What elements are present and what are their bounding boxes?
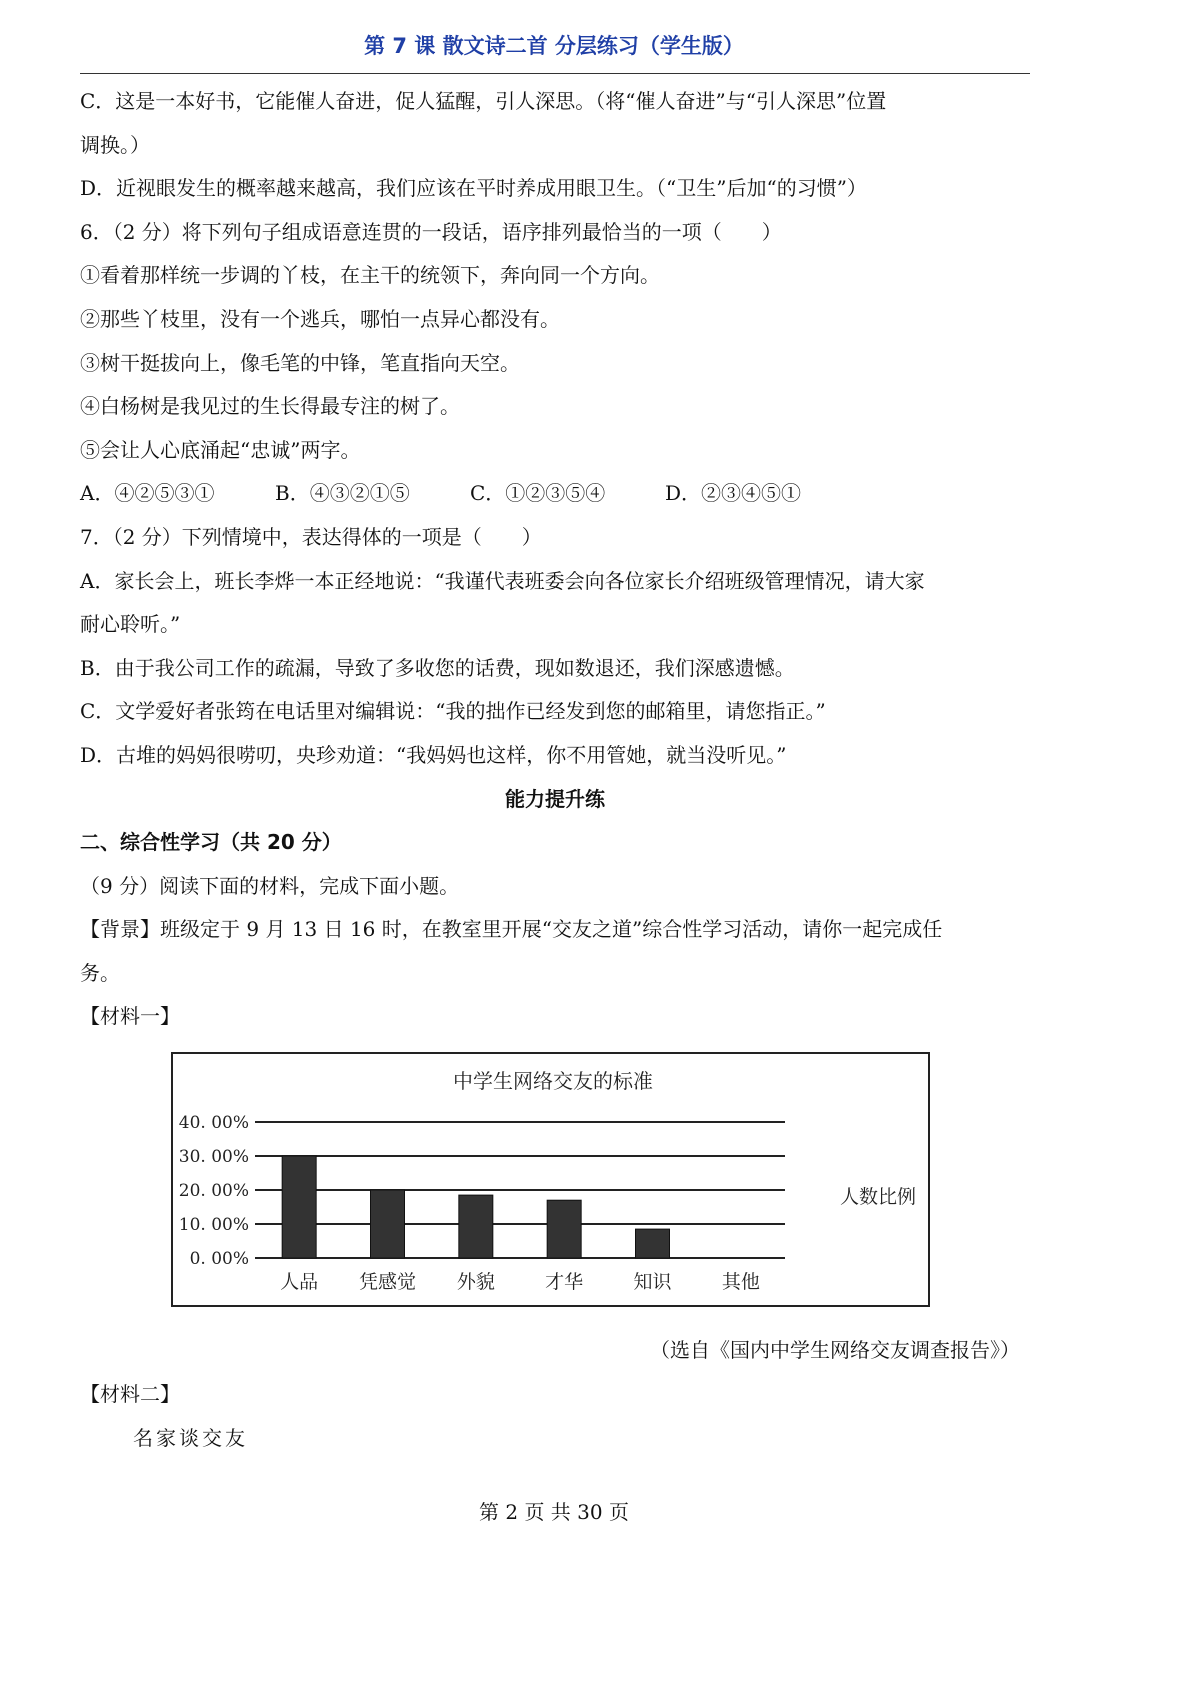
chart-gridlines xyxy=(255,1122,785,1258)
section-2-heading: 二、综合性学习（共 20 分） xyxy=(80,830,342,855)
x-category-label: 其他 xyxy=(721,1271,760,1293)
chart-title: 中学生网络交友的标准 xyxy=(453,1069,653,1093)
q6-sentence-3: ③树干挺拔向上，像毛笔的中锋，笔直指向天空。 xyxy=(80,350,520,375)
q7-option-b: B．由于我公司工作的疏漏，导致了多收您的话费，现如数退还，我们深感遗憾。 xyxy=(80,655,795,680)
chart-legend-label: 人数比例 xyxy=(839,1186,917,1208)
x-category-label: 人品 xyxy=(280,1271,319,1293)
q5-option-d: D．近视眼发生的概率越来越高，我们应该在平时养成用眼卫生。（“卫生”后加“的习惯”） xyxy=(80,176,867,201)
bar-1 xyxy=(282,1156,316,1258)
q6-sentence-4: ④白杨树是我见过的生长得最专注的树了。 xyxy=(80,394,460,419)
q7-option-a-line1: A．家长会上，班长李烨一本正经地说：“我谨代表班委会向各位家长介绍班级管理情况，请大家 xyxy=(80,568,925,593)
q6-sentence-5: ⑤会让人心底涌起“忠诚”两字。 xyxy=(80,437,361,462)
bar-4 xyxy=(547,1200,581,1258)
q6-option-a: A．④②⑤③① xyxy=(80,481,215,506)
q5-option-c-line1: C．这是一本好书，它能催人奋进，促人猛醒，引人深思。（将“催人奋进”与“引人深思”位置 xyxy=(80,89,887,113)
bar-3 xyxy=(459,1195,493,1258)
q7-option-a-line2: 耐心聆听。” xyxy=(80,612,181,637)
x-category-label: 才华 xyxy=(545,1271,584,1293)
famous-talk-heading: 名家谈交友 xyxy=(133,1426,248,1450)
y-tick-label: 30. 00% xyxy=(178,1147,249,1167)
q6-option-c: C．①②③⑤④ xyxy=(470,481,606,506)
q6-option-d: D．②③④⑤① xyxy=(665,481,802,506)
q6-stem: 6．（2 分）将下列句子组成语意连贯的一段话，语序排列最恰当的一项（ ） xyxy=(80,219,782,244)
x-category-label: 知识 xyxy=(633,1271,672,1293)
chart-frame xyxy=(171,1052,930,1307)
background-line2: 务。 xyxy=(80,960,120,985)
q5-option-c-line2: 调换。） xyxy=(80,132,150,157)
q6-options xyxy=(80,472,1030,516)
main-content xyxy=(80,80,1030,1039)
chart-y-axis xyxy=(179,1113,249,1269)
q7-stem: 7．（2 分）下列情境中，表达得体的一项是（ ） xyxy=(80,524,542,549)
y-tick-label: 10. 00% xyxy=(178,1215,249,1235)
x-category-label: 凭感觉 xyxy=(358,1271,417,1293)
chart-x-axis xyxy=(280,1270,760,1293)
background-line1: 【背景】班级定于 9 月 13 日 16 时，在教室里开展“交友之道”综合性学习活动，请你一起完成任 xyxy=(80,917,943,942)
page-header-title: 第 7 课 散文诗二首 分层练习（学生版） xyxy=(364,34,744,58)
bar-chart xyxy=(173,1054,928,1305)
bar-5 xyxy=(636,1229,670,1258)
section-ability-heading: 能力提升练 xyxy=(505,786,605,811)
y-tick-label: 20. 00% xyxy=(178,1181,249,1201)
chart-bars xyxy=(282,1156,669,1258)
y-tick-label: 40. 00% xyxy=(178,1113,249,1133)
chart-source-citation: （选自《国内中学生网络交友调查报告》） xyxy=(650,1338,1020,1362)
q7-option-c: C．文学爱好者张筠在电话里对编辑说：“我的拙作已经发到您的邮箱里，请您指正。” xyxy=(80,699,826,724)
q6-sentence-2: ②那些丫枝里，没有一个逃兵，哪怕一点异心都没有。 xyxy=(80,306,560,331)
q8-stem: （9 分）阅读下面的材料，完成下面小题。 xyxy=(80,873,460,898)
q6-option-b: B．④③②①⑤ xyxy=(275,481,410,506)
x-category-label: 外貌 xyxy=(456,1271,495,1293)
header-divider xyxy=(80,73,1030,74)
page-footer: 第 2 页 共 30 页 xyxy=(479,1500,629,1524)
q6-sentence-1: ①看着那样统一步调的丫枝，在主干的统领下，奔向同一个方向。 xyxy=(80,263,660,288)
bar-2 xyxy=(371,1190,405,1258)
y-tick-label: 0. 00% xyxy=(189,1249,249,1269)
material-2-label: 【材料二】 xyxy=(80,1382,180,1406)
material-1-label: 【材料一】 xyxy=(80,1004,180,1029)
q7-option-d: D．古堆的妈妈很唠叨，央珍劝道：“我妈妈也这样，你不用管她，就当没听见。” xyxy=(80,742,787,767)
